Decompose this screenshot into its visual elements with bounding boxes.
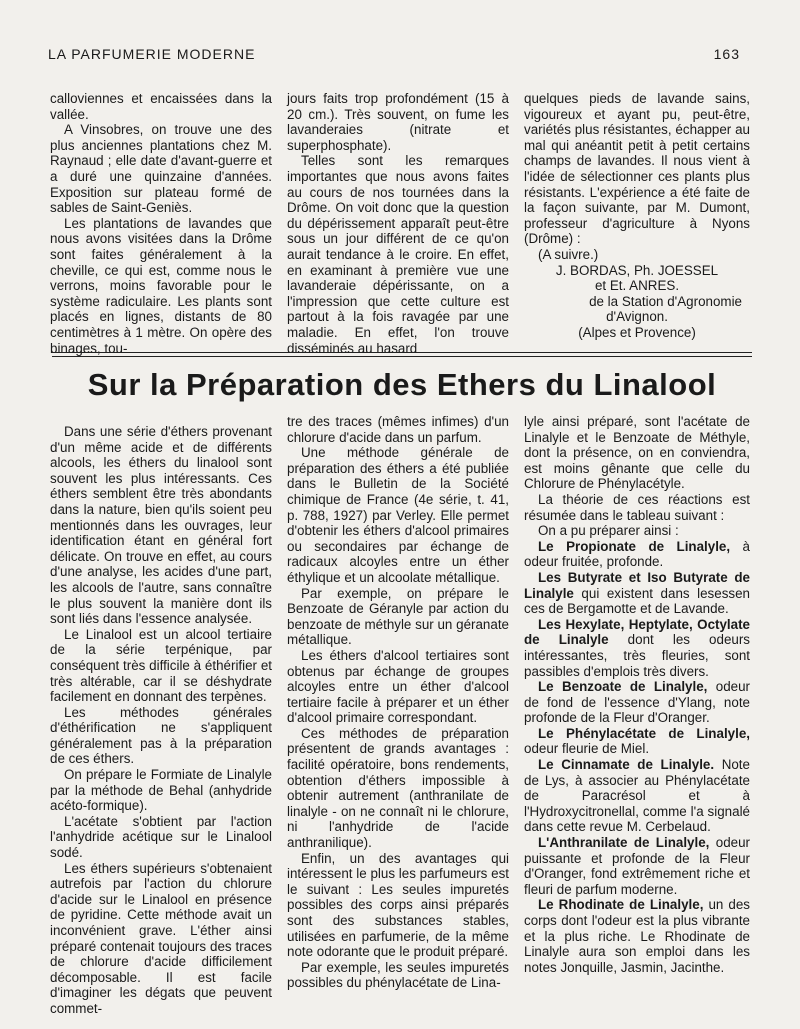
article-title: Sur la Préparation des Ethers du Linalool [87, 367, 717, 402]
product-description: à odeur fruitée, profonde. [524, 538, 750, 570]
page-number: 163 [713, 46, 740, 62]
paragraph: Une méthode générale de préparation des éthers a été publiée dans le Bulletin de la Société chimique de France (4e série, t. 41, p. 788, 1927) par Verley. Elle permet d'obtenir les éthers d'alcool primaires ou secondaires par échange de radicaux alcoyles entre un éther éthylique et un alcoolate métallique. [287, 445, 509, 585]
product-description: odeur puissante et profonde de la Fleur d'Oranger, fond extrêmement riche et fleuri de parfum moderne. [524, 835, 751, 897]
product-description: un des corps dont l'odeur est la plus vibrante et la plus riche. Le Rhodinate de Linalyle aura son emploi dans les notes Jonquille, Jasmin, Jacinthe. [524, 897, 750, 975]
top-column-1 [50, 91, 272, 356]
paragraph: jours faits trop profondément (15 à 20 cm.). Très souvent, on fume les lavanderaies (nitrate et superphosphate). [287, 91, 509, 153]
product-name: Le Phénylacétate de Linalyle, [538, 725, 750, 741]
product-entry [524, 679, 750, 726]
product-description: qui existent dans lesessen ces de Bergamotte et de Lavande. [524, 585, 750, 617]
article-column-1 [50, 424, 272, 1017]
product-name: Le Benzoate de Linalyle, [538, 679, 708, 695]
paragraph: Les méthodes générales d'éthérification ne s'appliquent généralement pas à la préparation de ces éthers. [50, 704, 272, 767]
article-column-3 [524, 414, 750, 975]
paragraph: Dans une série d'éthers provenant d'un même acide et de différents alcools, les éthers du linalool sont souvent les plus intéressants. Ces éthers semblent être très abondants dans la nature, bien qu'ils soient peu mentionnés dans les ouvrages, leur identification étant en général fort délicate. On trouve en effet, au cours d'une analyse, les acides d'une part, les alcools de l'autre, sans connaître le plus souvent la manière dont ils sont liés dans l'essence analysée. [50, 424, 272, 627]
paragraph: Par exemple, les seules impuretés possibles du phénylacétate de Lina- [287, 959, 509, 991]
signature-line: d'Avignon. [606, 309, 668, 325]
paragraph: L'acétate s'obtient par l'action l'anhydride acétique sur le Linalool sodé. [50, 813, 272, 861]
paragraph: Par exemple, on prépare le Benzoate de Géranyle par action du benzoate de méthyle sur un géranate métallique. [287, 585, 509, 648]
product-entry [524, 539, 750, 570]
product-name: Le Propionate de Linalyle, [538, 538, 731, 554]
product-description: Note de Lys, à associer au Phénylacétate de Paracrésol et à l'Hydroxycitronellal, comme l'a signalé dans cette revue M. Cerbelaud. [524, 757, 750, 835]
product-name: Le Rhodinate de Linalyle, [538, 897, 704, 913]
product-description: odeur de fond de l'essence d'Ylang, note profonde de la Fleur d'Oranger. [524, 679, 750, 726]
paragraph: A Vinsobres, on trouve une des plus anciennes plantations chez M. Raynaud ; elle date d'avant-guerre et a duré une quinzaine d'années. Exposition sur plateau formé de sables de Saint-Geniès. [50, 122, 272, 216]
product-entry [524, 617, 750, 679]
paragraph: Telles sont les remarques importantes que nous avons faites au cours de nos tournées dans la Drôme. On voit donc que la question du dépérissement apparaît peut-être sous un jour différent de ce qu'on aurait tendance à le croire. En effet, en examinant à première vue une lavanderaie dépérissante, on a l'impression que cette culture est partout à la fois ravagée par une maladie. En effet, l'on trouve disséminés au hasard [287, 153, 509, 356]
paragraph: tre des traces (mêmes infimes) d'un chlorure d'acide dans un parfum. [287, 414, 509, 445]
product-name: Les Butyrate et Iso Butyrate de Linalyle [524, 569, 750, 601]
to-follow-note: (A suivre.) [538, 246, 599, 262]
paragraph: Le Linalool est un alcool tertiaire de la série terpénique, par conséquent très difficile à éthérifier et très altérable, car il se déshydrate facilement en donnant des terpènes. [50, 626, 272, 705]
top-column-3 [524, 91, 750, 341]
product-name: L'Anthranilate de Linalyle, [538, 835, 710, 851]
signature-line: et Et. ANRES. [594, 278, 680, 294]
signature-line: J. BORDAS, Ph. JOESSEL [555, 262, 719, 278]
product-entry [524, 835, 750, 897]
product-entry [524, 897, 750, 975]
paragraph: Les plantations de lavandes que nous avons visitées dans la Drôme sont faites généralement à la cheville, ce qui est, comme nous le verrons, moins favorable pour le système radiculaire. Les plants sont placés en lignes, distants de 80 centimètres à 1 mètre. On opère des binages, tou- [50, 215, 272, 356]
paragraph: Ces méthodes de préparation présentent de grands avantages : facilité opératoire, bons rendements, obtention d'éthers impossible à obtenir autrement (anthranilate de linalyle - on ne connaît ni le chlorure, ni l'anhydride de l'acide anthranilique). [287, 725, 509, 851]
paragraph: La théorie de ces réactions est résumée dans le tableau suivant : [524, 491, 750, 523]
divider-rule [52, 352, 752, 353]
journal-title: LA PARFUMERIE MODERNE [48, 46, 256, 62]
product-entry [524, 726, 750, 757]
page-header [48, 46, 740, 66]
signature-line: de la Station d'Agronomie [589, 293, 742, 309]
paragraph: lyle ainsi préparé, sont l'acétate de Linalyle et le Benzoate de Méthyle, dont la présence, on en conviendra, est moins gênante que celle du Chlorure de Phénylacétyle. [524, 414, 750, 492]
product-name: Le Cinnamate de Linalyle. [538, 757, 715, 773]
divider-rule [52, 356, 752, 357]
paragraph: On prépare le Formiate de Linalyle par la méthode de Behal (anhydride acéto-formique). [50, 767, 272, 814]
top-column-2 [287, 91, 509, 356]
product-entry [524, 570, 750, 617]
paragraph: Les éthers supérieurs s'obtenaient autrefois par l'action du chlorure d'acide sur le Linalool en présence de pyridine. Cette méthode avait un inconvénient grave. L'éther ainsi préparé contenait toujours des traces de chlorure d'acide difficilement décomposable. Il est facile d'imaginer les dégats que peuvent commet- [50, 860, 272, 1016]
paragraph: quelques pieds de lavande sains, vigoureux et ayant pu, peut-être, variétés plus résistantes, échapper au mal qui anéantit petit à petit certains champs de lavandes. Il nous vient à l'idée de sélectionner ces plants plus résistants. L'expérience a été faite de la façon suivante, par M. Dumont, professeur d'agriculture à Nyons (Drôme) : [524, 91, 750, 247]
product-description: dont les odeurs intéressantes, très fleuries, sont passibles d'emplois très divers. [524, 632, 750, 679]
product-entry [524, 757, 750, 835]
paragraph: calloviennes et encaissées dans la vallée. [50, 91, 272, 122]
paragraph: Enfin, un des avantages qui intéressent le plus les parfumeurs est le suivant : Les seules impuretés possibles des corps ainsi préparés sont des substances stables, utilisées en parfumerie, de la même note odorante que le produit préparé. [287, 850, 509, 960]
product-description: odeur fleurie de Miel. [524, 741, 650, 757]
paragraph: Les éthers d'alcool tertiaires sont obtenus par échange de groupes alcoyles entre un éther d'alcool tertiaire facile à préparer et un éther d'alcool primaire correspondant. [287, 647, 509, 726]
product-name: Les Hexylate, Heptylate, Octylate de Linalyle [524, 616, 750, 648]
signature-line: (Alpes et Provence) [578, 324, 696, 340]
paragraph: On a pu préparer ainsi : [538, 523, 679, 539]
article-column-2 [287, 414, 509, 991]
